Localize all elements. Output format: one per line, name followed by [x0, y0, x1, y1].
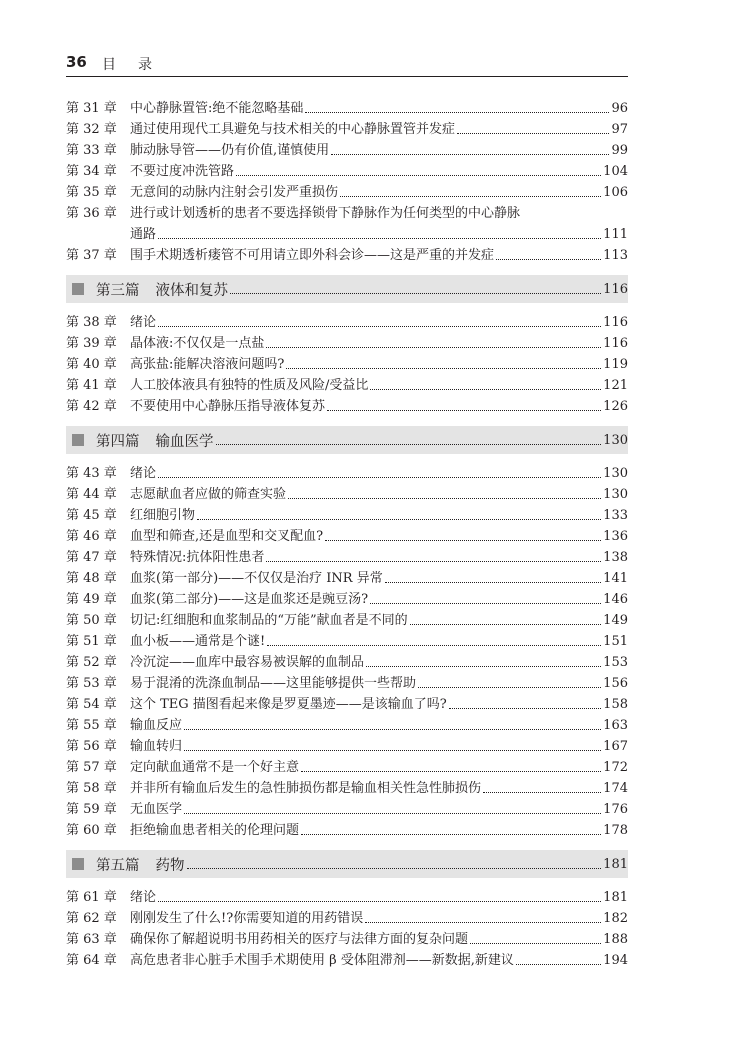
chapter-title: 人工胶体液具有独特的性质及风险/受益比 [130, 378, 369, 393]
chapter-page-number: 163 [603, 718, 628, 733]
chapter-title: 输血反应 [130, 718, 183, 733]
chapter-page-number: 113 [603, 248, 628, 263]
toc-entry[interactable] [66, 778, 628, 799]
chapter-title: 中心静脉置管:绝不能忽略基础 [130, 101, 304, 116]
chapter-number: 第 63 章 [66, 932, 117, 947]
leader-dots [340, 196, 601, 197]
leader-dots [370, 389, 601, 390]
part-title [96, 279, 228, 300]
chapter-page-number: 178 [603, 823, 628, 838]
leader-dots [184, 813, 601, 814]
toc-entry[interactable] [66, 631, 628, 652]
chapter-number: 第 57 章 [66, 760, 117, 775]
chapter-title: 红细胞引物 [130, 508, 196, 523]
chapter-page-number: 126 [603, 399, 628, 414]
chapter-title: 拒绝输血患者相关的伦理问题 [130, 823, 300, 838]
toc-entry[interactable] [66, 396, 628, 417]
toc-entry[interactable] [66, 950, 628, 971]
chapter-number: 第 54 章 [66, 697, 117, 712]
toc-entry[interactable] [66, 203, 628, 224]
chapter-title: 高危患者非心脏手术围手术期使用 β 受体阻滞剂——新数据,新建议 [130, 953, 514, 968]
leader-dots [197, 519, 601, 520]
chapter-page-number: 141 [603, 571, 628, 586]
chapter-page-number: 96 [611, 101, 628, 116]
part-title [96, 854, 185, 875]
part-page-number: 130 [603, 432, 628, 448]
chapter-page-number: 182 [603, 911, 628, 926]
chapter-page-number: 106 [603, 185, 628, 200]
leader-dots [410, 624, 601, 625]
chapter-page-number: 116 [603, 315, 628, 330]
page-number: 36 [66, 53, 87, 71]
part-label: 第四篇 [96, 433, 140, 450]
chapter-page-number: 156 [603, 676, 628, 691]
toc-entry[interactable] [66, 547, 628, 568]
chapter-page-number: 188 [603, 932, 628, 947]
page-header [66, 52, 628, 77]
part-name: 药物 [155, 857, 185, 874]
chapter-page-number: 111 [603, 227, 628, 242]
chapter-page-number: 174 [603, 781, 628, 796]
chapter-title: 无血医学 [130, 802, 183, 817]
part-heading[interactable] [66, 426, 628, 454]
leader-dots [516, 964, 601, 965]
leader-dots [385, 582, 601, 583]
leader-dots [470, 943, 601, 944]
chapter-title: 切记:红细胞和血浆制品的“万能”献血者是不同的 [130, 613, 408, 628]
toc-entry[interactable] [66, 119, 628, 140]
chapter-page-number: 99 [611, 143, 628, 158]
chapter-page-number: 119 [603, 357, 628, 372]
chapter-number: 第 56 章 [66, 739, 117, 754]
chapter-page-number: 176 [603, 802, 628, 817]
chapter-title: 不要过度冲洗管路 [130, 164, 235, 179]
toc-entry[interactable] [66, 715, 628, 736]
chapter-number: 第 64 章 [66, 953, 117, 968]
toc-entry[interactable] [66, 673, 628, 694]
chapter-title: 输血转归 [130, 739, 183, 754]
leader-dots [286, 368, 601, 369]
chapter-title-continued: 通路 [130, 227, 157, 242]
chapter-number: 第 59 章 [66, 802, 117, 817]
leader-dots [496, 259, 601, 260]
leader-dots [158, 238, 601, 239]
chapter-number: 第 43 章 [66, 466, 117, 481]
chapter-page-number: 153 [603, 655, 628, 670]
chapter-page-number: 146 [603, 592, 628, 607]
toc-entry[interactable] [66, 333, 628, 354]
part-name: 液体和复苏 [155, 282, 228, 299]
toc-entry[interactable] [66, 375, 628, 396]
chapter-page-number: 130 [603, 466, 628, 481]
chapter-number: 第 31 章 [66, 101, 117, 116]
chapter-title: 血小板——通常是个谜! [130, 634, 266, 649]
chapter-title: 围手术期透析瘘管不可用请立即外科会诊——这是严重的并发症 [130, 248, 495, 263]
part-heading[interactable] [66, 275, 628, 303]
chapter-number: 第 44 章 [66, 487, 117, 502]
toc-entry[interactable] [66, 463, 628, 484]
chapter-number: 第 45 章 [66, 508, 117, 523]
leader-dots [158, 901, 601, 902]
chapter-number: 第 49 章 [66, 592, 117, 607]
chapter-page-number: 97 [611, 122, 628, 137]
chapter-number: 第 38 章 [66, 315, 117, 330]
chapter-title: 特殊情况:抗体阳性患者 [130, 550, 265, 565]
leader-dots [366, 666, 601, 667]
chapter-page-number: 158 [603, 697, 628, 712]
chapter-page-number: 136 [603, 529, 628, 544]
chapter-title: 晶体液:不仅仅是一点盐 [130, 336, 265, 351]
chapter-number: 第 58 章 [66, 781, 117, 796]
chapter-title: 绪论 [130, 315, 157, 330]
running-title: 目录 [102, 57, 174, 73]
chapter-number: 第 47 章 [66, 550, 117, 565]
chapter-page-number: 167 [603, 739, 628, 754]
chapter-title: 确保你了解超说明书用药相关的医疗与法律方面的复杂问题 [130, 932, 469, 947]
leader-dots [236, 175, 601, 176]
chapter-title: 血型和筛查,还是血型和交叉配血? [130, 529, 324, 544]
chapter-title: 这个 TEG 描图看起来像是罗夏墨迹——是该输血了吗? [130, 697, 447, 712]
chapter-number: 第 53 章 [66, 676, 117, 691]
chapter-number: 第 37 章 [66, 248, 117, 263]
chapter-title: 血浆(第一部分)——不仅仅是治疗 INR 异常 [130, 571, 383, 586]
toc-entry[interactable] [66, 140, 628, 161]
part-label: 第三篇 [96, 282, 140, 299]
part-name: 输血医学 [155, 433, 214, 450]
chapter-page-number: 121 [603, 378, 628, 393]
toc-entry[interactable] [66, 887, 628, 908]
chapter-title: 易于混淆的洗涤血制品——这里能够提供一些帮助 [130, 676, 417, 691]
leader-dots [365, 922, 601, 923]
leader-dots [230, 293, 601, 294]
chapter-title: 冷沉淀——血库中最容易被误解的血制品 [130, 655, 365, 670]
leader-dots [305, 112, 609, 113]
part-heading[interactable] [66, 850, 628, 878]
chapter-page-number: 130 [603, 487, 628, 502]
leader-dots [457, 133, 609, 134]
leader-dots [266, 561, 601, 562]
leader-dots [370, 603, 601, 604]
chapter-title: 血浆(第二部分)——这是血浆还是豌豆汤? [130, 592, 369, 607]
chapter-page-number: 172 [603, 760, 628, 775]
toc-entry[interactable] [66, 568, 628, 589]
part-marker-icon [72, 858, 84, 870]
table-of-contents [66, 98, 628, 971]
chapter-number: 第 36 章 [66, 206, 117, 221]
chapter-page-number: 149 [603, 613, 628, 628]
chapter-title: 定向献血通常不是一个好主意 [130, 760, 300, 775]
leader-dots [327, 410, 601, 411]
toc-entry[interactable] [66, 354, 628, 375]
part-title [96, 430, 214, 451]
chapter-number: 第 39 章 [66, 336, 117, 351]
leader-dots [216, 444, 602, 445]
chapter-number: 第 61 章 [66, 890, 117, 905]
toc-entry[interactable] [66, 757, 628, 778]
leader-dots [266, 347, 601, 348]
toc-entry[interactable] [66, 182, 628, 203]
leader-dots [158, 326, 601, 327]
toc-entry[interactable] [66, 799, 628, 820]
leader-dots [331, 154, 609, 155]
toc-entry[interactable] [66, 694, 628, 715]
chapter-title: 高张盐:能解决溶液问题吗? [130, 357, 285, 372]
toc-entry[interactable] [66, 652, 628, 673]
chapter-number: 第 51 章 [66, 634, 117, 649]
chapter-title: 并非所有输血后发生的急性肺损伤都是输血相关性急性肺损伤 [130, 781, 482, 796]
toc-entry-continuation[interactable] [66, 224, 628, 245]
chapter-number: 第 52 章 [66, 655, 117, 670]
chapter-number: 第 55 章 [66, 718, 117, 733]
part-label: 第五篇 [96, 857, 140, 874]
chapter-page-number: 181 [603, 890, 628, 905]
part-marker-icon [72, 283, 84, 295]
chapter-title: 进行或计划透析的患者不要选择锁骨下静脉作为任何类型的中心静脉 [130, 206, 521, 221]
chapter-title: 肺动脉导管——仍有价值,谨慎使用 [130, 143, 330, 158]
chapter-page-number: 104 [603, 164, 628, 179]
leader-dots [483, 792, 601, 793]
chapter-page-number: 151 [603, 634, 628, 649]
leader-dots [301, 771, 601, 772]
part-page-number: 116 [603, 281, 628, 297]
toc-entry[interactable] [66, 820, 628, 841]
leader-dots [187, 868, 602, 869]
chapter-number: 第 34 章 [66, 164, 117, 179]
leader-dots [267, 645, 601, 646]
chapter-number: 第 48 章 [66, 571, 117, 586]
leader-dots [418, 687, 601, 688]
chapter-page-number: 133 [603, 508, 628, 523]
chapter-title: 通过使用现代工具避免与技术相关的中心静脉置管并发症 [130, 122, 456, 137]
chapter-number: 第 60 章 [66, 823, 117, 838]
toc-entry[interactable] [66, 736, 628, 757]
chapter-title: 志愿献血者应做的筛查实验 [130, 487, 287, 502]
chapter-title: 绪论 [130, 466, 157, 481]
leader-dots [449, 708, 601, 709]
leader-dots [184, 729, 601, 730]
leader-dots [325, 540, 601, 541]
leader-dots [184, 750, 601, 751]
toc-entry[interactable] [66, 161, 628, 182]
chapter-number: 第 35 章 [66, 185, 117, 200]
chapter-number: 第 32 章 [66, 122, 117, 137]
chapter-title: 绪论 [130, 890, 157, 905]
toc-entry[interactable] [66, 589, 628, 610]
toc-entry[interactable] [66, 610, 628, 631]
chapter-page-number: 138 [603, 550, 628, 565]
chapter-number: 第 33 章 [66, 143, 117, 158]
chapter-number: 第 42 章 [66, 399, 117, 414]
chapter-page-number: 194 [603, 953, 628, 968]
chapter-number: 第 62 章 [66, 911, 117, 926]
toc-entry[interactable] [66, 908, 628, 929]
chapter-number: 第 50 章 [66, 613, 117, 628]
chapter-title: 无意间的动脉内注射会引发严重损伤 [130, 185, 339, 200]
toc-entry[interactable] [66, 245, 628, 266]
chapter-title: 不要使用中心静脉压指导液体复苏 [130, 399, 326, 414]
toc-entry[interactable] [66, 98, 628, 119]
chapter-number: 第 46 章 [66, 529, 117, 544]
toc-entry[interactable] [66, 484, 628, 505]
toc-entry[interactable] [66, 312, 628, 333]
toc-entry[interactable] [66, 526, 628, 547]
part-marker-icon [72, 434, 84, 446]
chapter-title: 刚刚发生了什么!?你需要知道的用药错误 [130, 911, 364, 926]
toc-entry[interactable] [66, 929, 628, 950]
toc-entry[interactable] [66, 505, 628, 526]
chapter-page-number: 116 [603, 336, 628, 351]
chapter-number: 第 40 章 [66, 357, 117, 372]
leader-dots [158, 477, 601, 478]
leader-dots [288, 498, 601, 499]
leader-dots [301, 834, 601, 835]
chapter-number: 第 41 章 [66, 378, 117, 393]
part-page-number: 181 [603, 856, 628, 872]
